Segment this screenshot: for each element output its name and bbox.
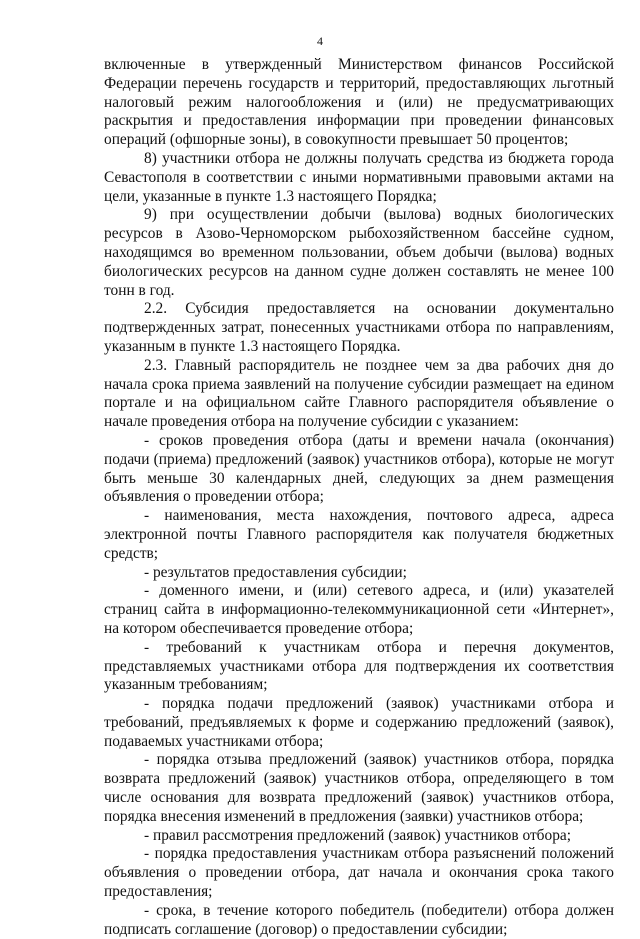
list-item-contacts: - наименования, места нахождения, почтового адреса, адреса электронной почты Главного распорядителя как получателя бюджетных средств; — [104, 507, 614, 562]
paragraph-2-3: 2.3. Главный распорядитель не позднее чем за два рабочих дня до начала срока приема заявлений на получение субсидии размещает на едином портале и на официальном сайте Главного распорядителя объявление о начале проведения отбора на получение субсидии с указанием: — [104, 356, 614, 431]
page-number: 4 — [317, 34, 323, 48]
paragraph-item-8: 8) участники отбора не должны получать средства из бюджета города Севастополя в соответствии с иными нормативными правовыми актами на цели, указанные в пункте 1.3 настоящего Порядка; — [104, 149, 614, 205]
list-item-requirements: - требований к участникам отбора и перечня документов, представляемых участниками отбора для подтверждения их соответствия указанным требованиям; — [104, 638, 614, 694]
list-item-clarifications: - порядка предоставления участникам отбора разъяснений положений объявления о проведении отбора, дат начала и окончания срока такого предоставления; — [104, 845, 614, 901]
paragraph-continuation: включенные в утвержденный Министерством финансов Российской Федерации перечень государств и территорий, предоставляющих льготный налоговый режим налогообложения и (или) не предусматривающих раскрытия и предоставления информации при проведении финансовых операций (офшорные зоны), в совокупности превышает 50 процентов; — [104, 56, 614, 149]
list-item-withdrawal: - порядка отзыва предложений (заявок) участников отбора, порядка возврата предложений (заявок) участников отбора, определяющего в том числе основания для возврата предложений (заявок) участников отбора, порядка внесения изменений в предложения (заявки) участников отбора; — [104, 751, 614, 825]
paragraph-item-9: 9) при осуществлении добычи (вылова) водных биологических ресурсов в Азово-Черноморском рыбохозяйственном бассейне судном, находящимся во временном пользовании, объем добычи (вылова) водных биологических ресурсов на данном судне должен составлять не менее 100 тонн в год. — [104, 206, 614, 299]
list-item-website: - доменного имени, и (или) сетевого адреса, и (или) указателей страниц сайта в информационно-телекоммуникационной сети «Интернет», на котором обеспечивается проведение отбора; — [104, 582, 614, 637]
paragraph-2-2: 2.2. Субсидия предоставляется на основании документально подтвержденных затрат, понесенных участниками отбора по направлениям, указанным в пункте 1.3 настоящего Порядка. — [104, 300, 614, 355]
list-item-review-rules: - правил рассмотрения предложений (заявок) участников отбора; — [144, 826, 571, 844]
list-item-deadlines: - сроков проведения отбора (даты и времени начала (окончания) подачи (приема) предложений (заявок) участников отбора), которые не могут быть меньше 30 календарных дней, следующих за днем размещения объявления о проведении отбора; — [104, 431, 614, 506]
list-item-submission: - порядка подачи предложений (заявок) участниками отбора и требований, предъявляемых к форме и содержанию предложений (заявок), подаваемых участниками отбора; — [104, 695, 614, 750]
list-item-signing-deadline: - срока, в течение которого победитель (победители) отбора должен подписать соглашение (договор) о предоставлении субсидии; — [104, 901, 614, 938]
list-item-results: - результатов предоставления субсидии; — [144, 563, 407, 581]
document-body — [104, 56, 614, 939]
